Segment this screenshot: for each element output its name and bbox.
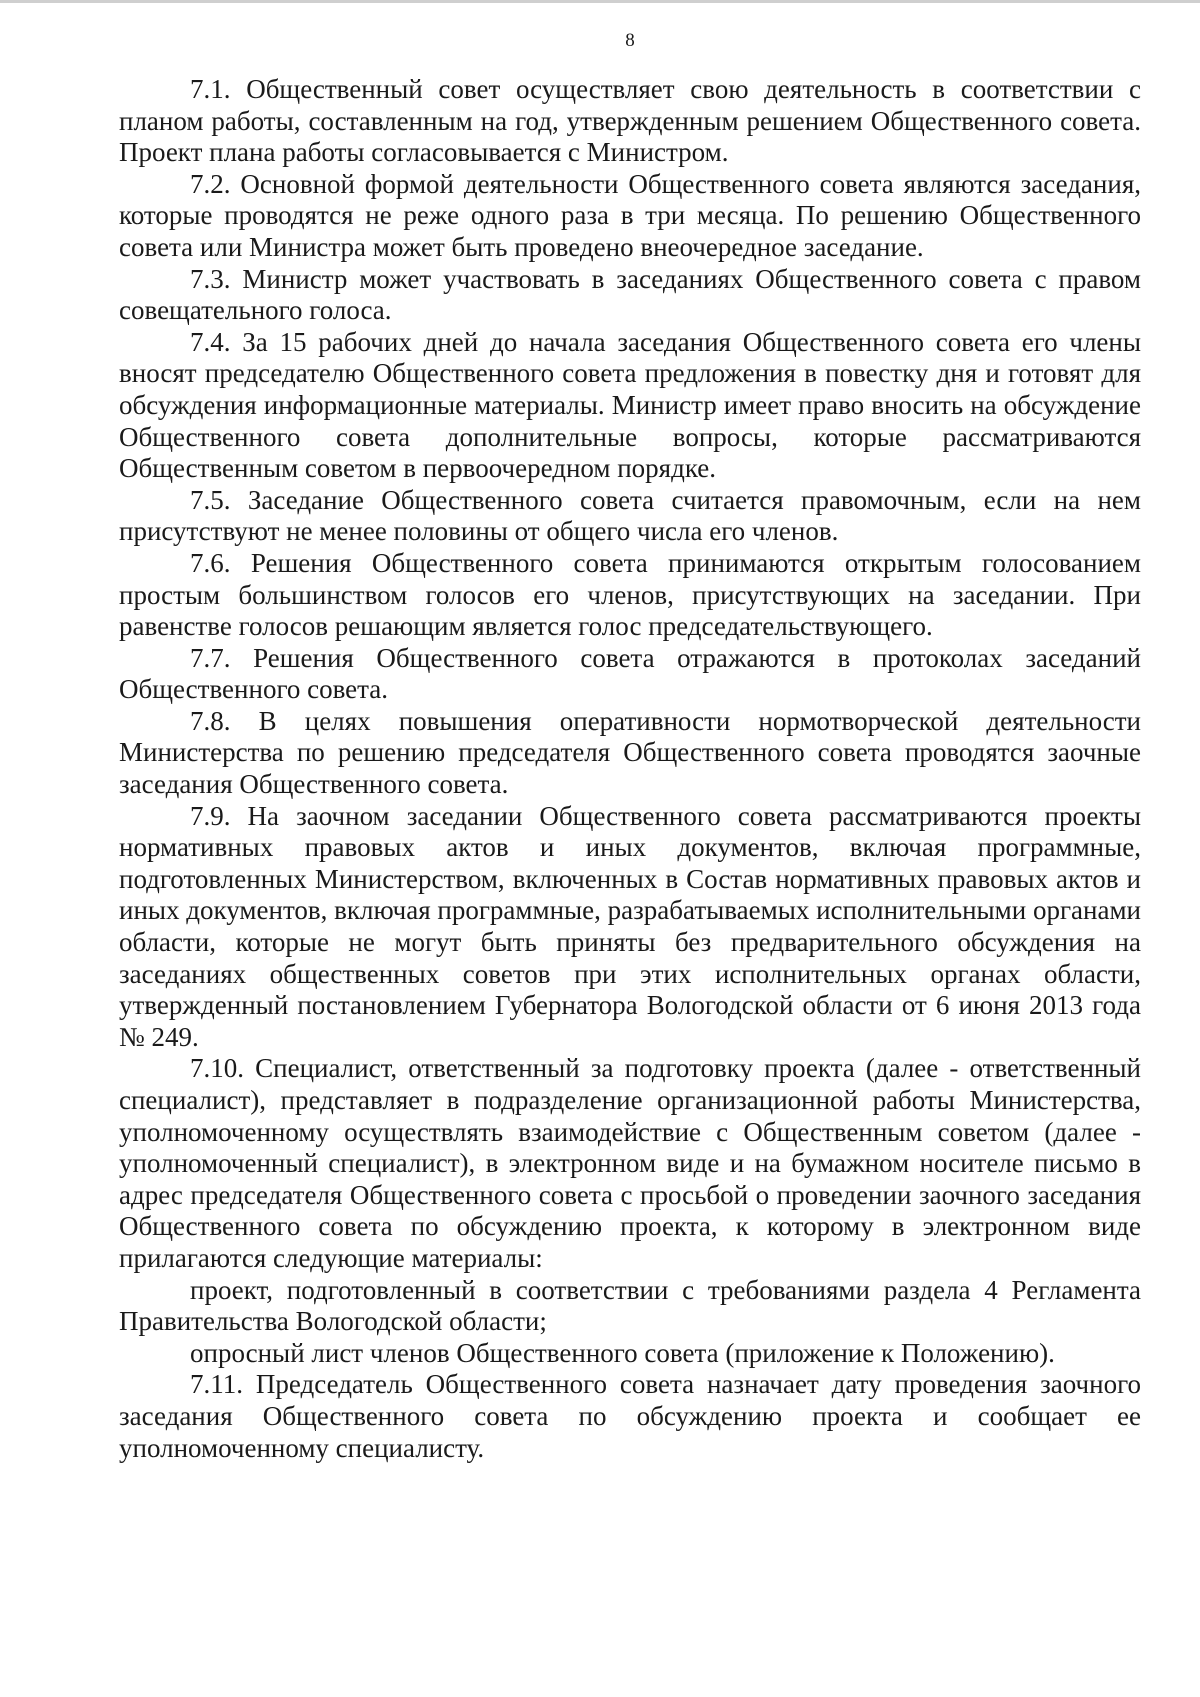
paragraph-7-3: 7.3. Министр может участвовать в заседаниях Общественного совета с правом совещательного голоса. [119,263,1141,326]
paragraph-7-9: 7.9. На заочном заседании Общественного совета рассматриваются проекты нормативных правовых актов и иных документов, включая программные, подготовленных Министерством, включенных в Состав нормативных правовых актов и иных документов, включая программные, разрабатываемых исполнительными органами области, которые не могут быть приняты без предварительного обсуждения на заседаниях общественных советов при этих исполнительных органах области, утвержденный постановлением Губернатора Вологодской области от 6 июня 2013 года № 249. [119,800,1141,1052]
list-item-draft: проект, подготовленный в соответствии с требованиями раздела 4 Регламента Правительства Вологодской области; [119,1274,1141,1337]
paragraph-7-2: 7.2. Основной формой деятельности Общественного совета являются заседания, которые проводятся не реже одного раза в три месяца. По решению Общественного совета или Министра может быть проведено внеочередное заседание. [119,168,1141,262]
paragraph-7-8: 7.8. В целях повышения оперативности нормотворческой деятельности Министерства по решению председателя Общественного совета проводятся заочные заседания Общественного совета. [119,705,1141,800]
page-number: 8 [625,30,635,51]
scan-edge [0,0,1200,3]
paragraph-7-5: 7.5. Заседание Общественного совета считается правомочным, если на нем присутствуют не менее половины от общего числа его членов. [119,484,1141,547]
paragraph-7-4: 7.4. За 15 рабочих дней до начала заседания Общественного совета его члены вносят председателю Общественного совета предложения в повестку дня и готовят для обсуждения информационные материалы. Министр имеет право вносить на обсуждение Общественного совета дополнительные вопросы, которые рассматриваются Общественным советом в первоочередном порядке. [119,326,1141,484]
paragraph-7-11: 7.11. Председатель Общественного совета назначает дату проведения заочного заседания Общественного совета по обсуждению проекта и сообщает ее уполномоченному специалисту. [119,1369,1141,1463]
list-item-questionnaire: опросный лист членов Общественного совета (приложение к Положению). [190,1337,1055,1368]
document-body [119,74,1141,1464]
paragraph-7-1: 7.1. Общественный совет осуществляет свою деятельность в соответствии с планом работы, составленным на год, утвержденным решением Общественного совета. Проект плана работы согласовывается с Министром. [119,74,1141,168]
paragraph-7-7: 7.7. Решения Общественного совета отражаются в протоколах заседаний Общественного совета. [119,642,1141,705]
paragraph-7-10: 7.10. Специалист, ответственный за подготовку проекта (далее - ответственный специалист), представляет в подразделение организационной работы Министерства, уполномоченному осуществлять взаимодействие с Общественным советом (далее - уполномоченный специалист), в электронном виде и на бумажном носителе письмо в адрес председателя Общественного совета с просьбой о проведении заочного заседания Общественного совета по обсуждению проекта, к которому в электронном виде прилагаются следующие материалы: [119,1053,1141,1273]
paragraph-7-6: 7.6. Решения Общественного совета принимаются открытым голосованием простым большинством голосов его членов, присутствующих на заседании. При равенстве голосов решающим является голос председательствующего. [119,547,1141,642]
